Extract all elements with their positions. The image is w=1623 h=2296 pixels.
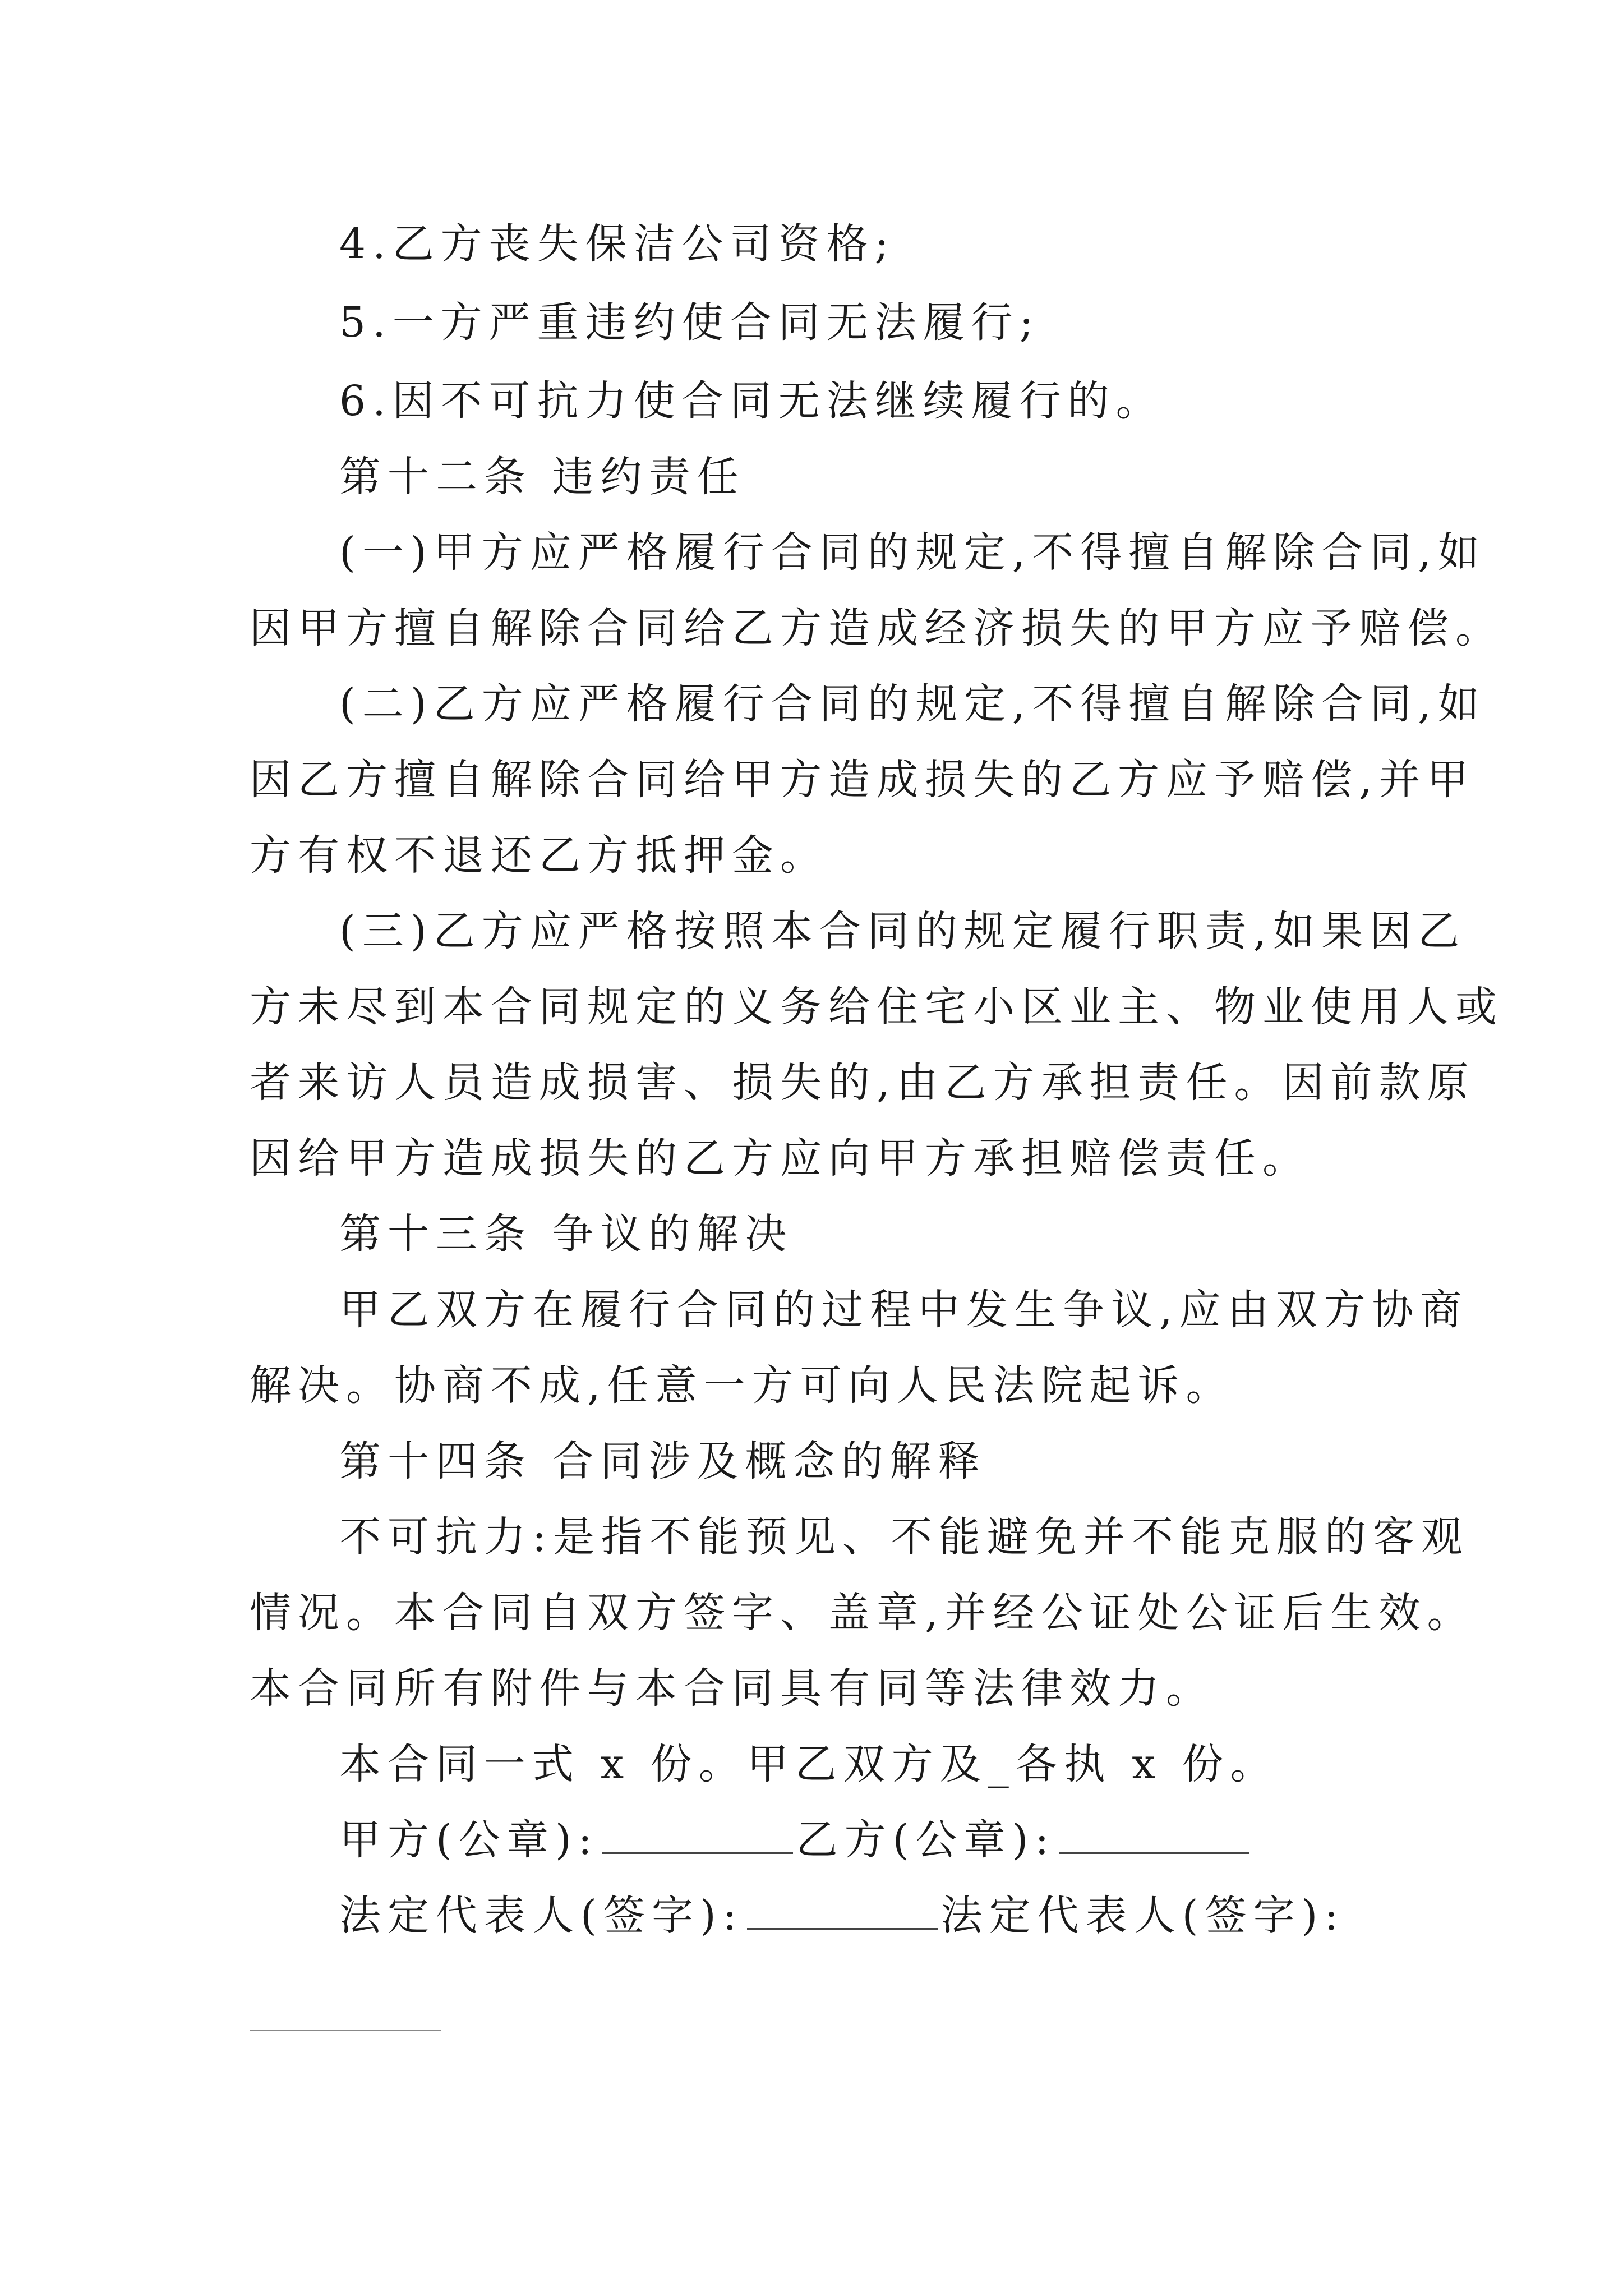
- article-heading: 第十二条 违约责任: [339, 453, 745, 501]
- list-item: 4.乙方丧失保洁公司资格;: [339, 220, 896, 268]
- paragraph-line: 因给甲方造成损失的乙方应向甲方承担赔偿责任。: [250, 1134, 1311, 1182]
- paragraph-line: 方有权不退还乙方抵押金。: [250, 831, 828, 880]
- paragraph-line: (一)甲方应严格履行合同的规定,不得擅自解除合同,如: [339, 528, 1486, 577]
- article-heading: 第十四条 合同涉及概念的解释: [339, 1437, 986, 1485]
- party-b-seal-blank: [1059, 1813, 1249, 1854]
- signature-row-representative: [339, 1888, 1388, 1944]
- paragraph-line: (三)乙方应严格按照本合同的规定履行职责,如果因乙: [339, 907, 1467, 955]
- party-a-rep-blank: [747, 1889, 938, 1930]
- paragraph-line: 因乙方擅自解除合同给甲方造成损失的乙方应予赔偿,并甲: [250, 756, 1476, 804]
- party-b-rep-label: 法定代表人(签字):: [940, 1892, 1345, 1940]
- paragraph-line: (二)乙方应严格履行合同的规定,不得擅自解除合同,如: [339, 680, 1486, 728]
- party-b-seal-label: 乙方(公章):: [796, 1816, 1056, 1864]
- paragraph-line: 者来访人员造成损害、损失的,由乙方承担责任。因前款原: [250, 1059, 1476, 1107]
- party-a-seal-label: 甲方(公章):: [339, 1816, 599, 1864]
- paragraph-line: 本合同一式 x 份。甲乙双方及_各执 x 份。: [339, 1740, 1279, 1788]
- signature-row-seal: [339, 1812, 1388, 1868]
- paragraph-line: 甲乙双方在履行合同的过程中发生争议,应由双方协商: [339, 1286, 1469, 1334]
- article-heading: 第十三条 争议的解决: [339, 1210, 794, 1258]
- paragraph-line: 本合同所有附件与本合同具有同等法律效力。: [250, 1664, 1214, 1713]
- party-a-seal-blank: [602, 1813, 793, 1854]
- paragraph-line: 不可抗力:是指不能预见、不能避免并不能克服的客观: [339, 1513, 1469, 1561]
- paragraph-line: 解决。协商不成,任意一方可向人民法院起诉。: [250, 1361, 1234, 1410]
- paragraph-line: 情况。本合同自双方签字、盖章,并经公证处公证后生效。: [250, 1589, 1476, 1637]
- party-a-rep-label: 法定代表人(签字):: [339, 1892, 744, 1940]
- list-item: 6.因不可抗力使合同无法继续履行的。: [339, 377, 1164, 425]
- list-item: 5.一方严重违约使合同无法履行;: [339, 298, 1040, 347]
- footnote-divider: [250, 2030, 441, 2031]
- paragraph-line: 因甲方擅自解除合同给乙方造成经济损失的甲方应予赔偿。: [250, 604, 1504, 652]
- paragraph-line: 方未尽到本合同规定的义务给住宅小区业主、物业使用人或: [250, 983, 1504, 1031]
